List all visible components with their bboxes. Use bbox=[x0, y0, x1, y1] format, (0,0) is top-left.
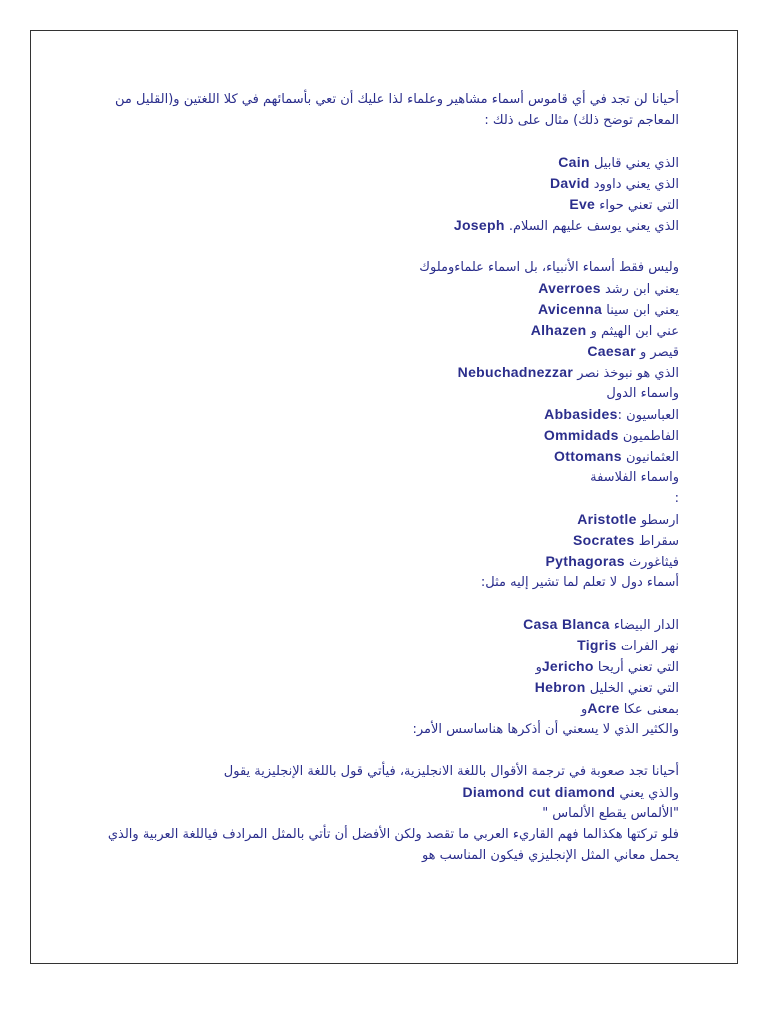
arabic-text: التي تعني الخليل bbox=[589, 681, 679, 696]
arabic-text: العباسيون : bbox=[617, 408, 679, 423]
arabic-text: عني ابن الهيثم و bbox=[590, 324, 679, 339]
list-item bbox=[91, 194, 679, 215]
list-item bbox=[91, 677, 679, 698]
english-name: Tigris bbox=[577, 637, 617, 653]
arabic-text: والذي يعني bbox=[619, 786, 679, 801]
list-item bbox=[91, 446, 679, 467]
list-item bbox=[91, 278, 679, 299]
arabic-text: فيثاغورث bbox=[628, 555, 679, 570]
spacer bbox=[91, 740, 679, 761]
list-item bbox=[91, 635, 679, 656]
english-name: Socrates bbox=[573, 532, 635, 548]
document-content bbox=[91, 89, 679, 866]
list-item bbox=[91, 215, 679, 236]
arabic-text: التي تعني حواء bbox=[599, 198, 679, 213]
arabic-text: الفاطميون bbox=[622, 429, 679, 444]
arabic-text: بمعنى عكا bbox=[623, 702, 679, 717]
spacer bbox=[91, 131, 679, 152]
english-name: Avicenna bbox=[537, 301, 603, 317]
list-item bbox=[91, 656, 679, 677]
english-name: Ommidads bbox=[543, 427, 619, 443]
list-item bbox=[91, 299, 679, 320]
arabic-text: ارسطو bbox=[640, 513, 679, 528]
arabic-text: الذي يعني يوسف عليهم السلام. bbox=[508, 219, 679, 234]
arabic-text: قيصر و bbox=[640, 345, 679, 360]
english-name: Ottomans bbox=[554, 448, 622, 464]
english-name: David bbox=[550, 175, 590, 191]
list-item bbox=[91, 173, 679, 194]
proverbs-intro: أحيانا تجد صعوبة في ترجمة الأقوال باللغة الانجليزية، فيأتي قول باللغة الإنجليزية يقول bbox=[223, 764, 679, 779]
document-page bbox=[30, 30, 738, 964]
english-name: Hebron bbox=[534, 679, 586, 695]
list-item bbox=[91, 551, 679, 572]
english-name: Aristotle bbox=[577, 511, 637, 527]
conjunction: و bbox=[535, 660, 542, 675]
colon-line: : bbox=[674, 491, 679, 506]
english-name: Joseph bbox=[453, 217, 505, 233]
arabic-text: يعني ابن سينا bbox=[606, 303, 679, 318]
list-item bbox=[91, 509, 679, 530]
english-name: Jericho bbox=[541, 658, 594, 674]
intro-paragraph: أحيانا لن تجد في أي قاموس أسماء مشاهير وعلماء لذا عليك أن تعي بأسمائهم في كلا اللغتين و(القليل من المعاجم توضح ذلك) مثال على ذلك : bbox=[115, 92, 679, 128]
section-heading: وليس فقط أسماء الأنبياء، بل اسماء علماءوملوك bbox=[419, 260, 679, 275]
arabic-text: الدار البيضاء bbox=[613, 618, 679, 633]
arabic-text: العثمانيون bbox=[625, 450, 679, 465]
list-item bbox=[91, 530, 679, 551]
english-name: Caesar bbox=[587, 343, 636, 359]
english-name: Averroes bbox=[538, 280, 601, 296]
english-name: Nebuchadnezzar bbox=[457, 364, 574, 380]
english-proverb: Diamond cut diamond bbox=[462, 784, 616, 800]
list-item bbox=[91, 320, 679, 341]
list-item bbox=[91, 362, 679, 383]
list-item bbox=[91, 404, 679, 425]
section-heading: أسماء دول لا تعلم لما تشير إليه مثل: bbox=[480, 575, 679, 590]
more-line: والكثير الذي لا يسعني أن أذكرها هناساسس الأمر: bbox=[412, 722, 679, 737]
spacer bbox=[91, 593, 679, 614]
arabic-text: الذي يعني قابيل bbox=[593, 156, 679, 171]
english-name: Acre bbox=[587, 700, 620, 716]
proverb-line bbox=[91, 782, 679, 803]
english-name: Abbasides bbox=[544, 406, 618, 422]
conjunction: و bbox=[581, 702, 588, 717]
english-name: Casa Blanca bbox=[523, 616, 610, 632]
arabic-text: سقراط bbox=[638, 534, 679, 549]
english-name: Pythagoras bbox=[545, 553, 625, 569]
english-name: Eve bbox=[569, 196, 596, 212]
english-name: Cain bbox=[558, 154, 590, 170]
arabic-text: يعني ابن رشد bbox=[604, 282, 679, 297]
arabic-text: نهر الفرات bbox=[620, 639, 679, 654]
closing-paragraph: فلو تركتها هكذالما فهم القاريء العربي ما تقصد ولكن الأفضل أن تأتي بالمثل المرادف فياللغة العربية والذي يحمل معاني المثل الإنجليزي فيكون المناسب هو bbox=[107, 827, 679, 863]
english-name: Alhazen bbox=[530, 322, 587, 338]
section-heading: واسماء الدول bbox=[606, 386, 679, 401]
arabic-text: الذي هو نبوخذ نصر bbox=[577, 366, 679, 381]
proverb-translation: "الألماس يقطع الألماس " bbox=[542, 806, 679, 821]
spacer bbox=[91, 236, 679, 257]
list-item bbox=[91, 614, 679, 635]
section-heading: واسماء الفلاسفة bbox=[590, 470, 679, 485]
list-item bbox=[91, 698, 679, 719]
list-item bbox=[91, 152, 679, 173]
list-item bbox=[91, 425, 679, 446]
arabic-text: التي تعني أريحا bbox=[597, 660, 679, 675]
list-item bbox=[91, 341, 679, 362]
arabic-text: الذي يعني داوود bbox=[593, 177, 679, 192]
